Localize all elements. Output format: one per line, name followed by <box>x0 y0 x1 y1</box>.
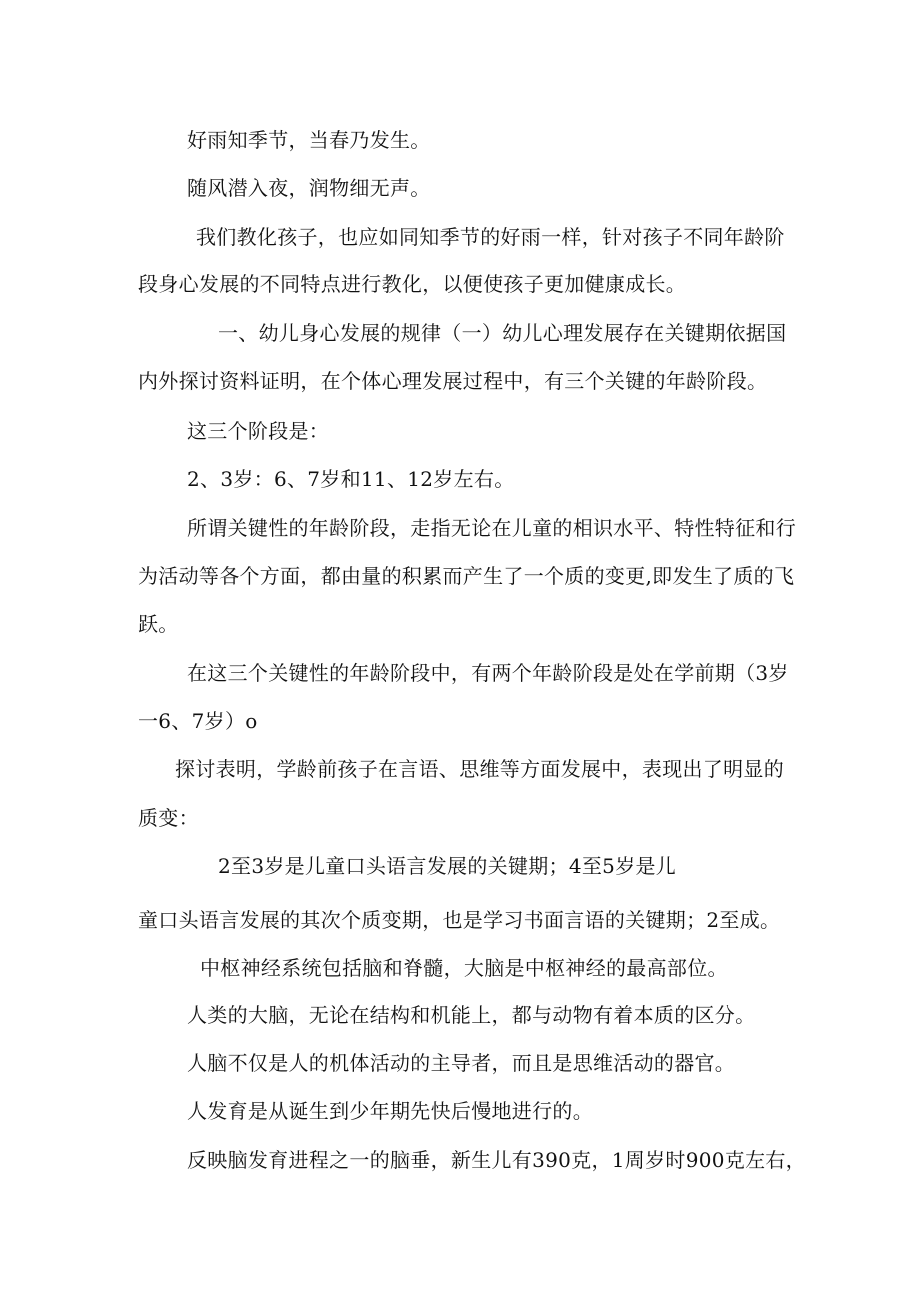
text-line: 童口头语言发展的其次个质变期，也是学习书面言语的关键期；2至成。 <box>138 908 781 932</box>
text-line: 随风潜入夜，润物细无声。 <box>187 176 431 200</box>
text-line: 2、3岁：6、7岁和11、12岁左右。 <box>187 467 515 491</box>
text-line: 人脑不仅是人的机体活动的主导者，而且是思维活动的器官。 <box>187 1051 736 1075</box>
text-line: 人类的大脑，无论在结构和机能上，都与动物有着本质的区分。 <box>187 1003 756 1027</box>
text-line: 一6、7岁）o <box>138 709 258 733</box>
text-line: 我们教化孩子，也应如同知季节的好雨一样，针对孩子不同年龄阶 <box>196 225 785 249</box>
text-line: 所谓关键性的年龄阶段，走指无论在儿童的相识水平、特性特征和行 <box>187 516 796 540</box>
text-line: 人发育是从诞生到少年期先快后慢地进行的。 <box>187 1099 593 1123</box>
text-line: 这三个阶段是： <box>187 419 330 443</box>
text-line: 内外探讨资料证明，在个体心理发展过程中，有三个关键的年龄阶段。 <box>138 369 768 393</box>
text-line: 质变： <box>138 806 199 830</box>
text-line: 2至3岁是儿童口头语言发展的关键期；4至5岁是儿 <box>218 854 677 878</box>
text-line: 好雨知季节，当春乃发生。 <box>187 128 431 152</box>
text-line: 探讨表明，学龄前孩子在言语、思维等方面发展中，表现出了明显的 <box>175 757 784 781</box>
text-line: 跃。 <box>138 612 179 636</box>
text-line: 为活动等各个方面，都由量的积累而产生了一个质的变更,即发生了质的飞 <box>138 564 795 588</box>
text-line: 一、幼儿身心发展的规律（一）幼儿心理发展存在关键期依据国 <box>218 321 787 345</box>
text-line: 中枢神经系统包括脑和脊髓，大脑是中枢神经的最高部位。 <box>200 956 728 980</box>
text-line: 反映脑发育进程之一的脑垂，新生儿有390克，1周岁时900克左右， <box>187 1148 806 1172</box>
text-line: 在这三个关键性的年龄阶段中，有两个年龄阶段是处在学前期（3岁 <box>187 661 789 685</box>
text-line: 段身心发展的不同特点进行教化，以便使孩子更加健康成长。 <box>138 272 687 296</box>
